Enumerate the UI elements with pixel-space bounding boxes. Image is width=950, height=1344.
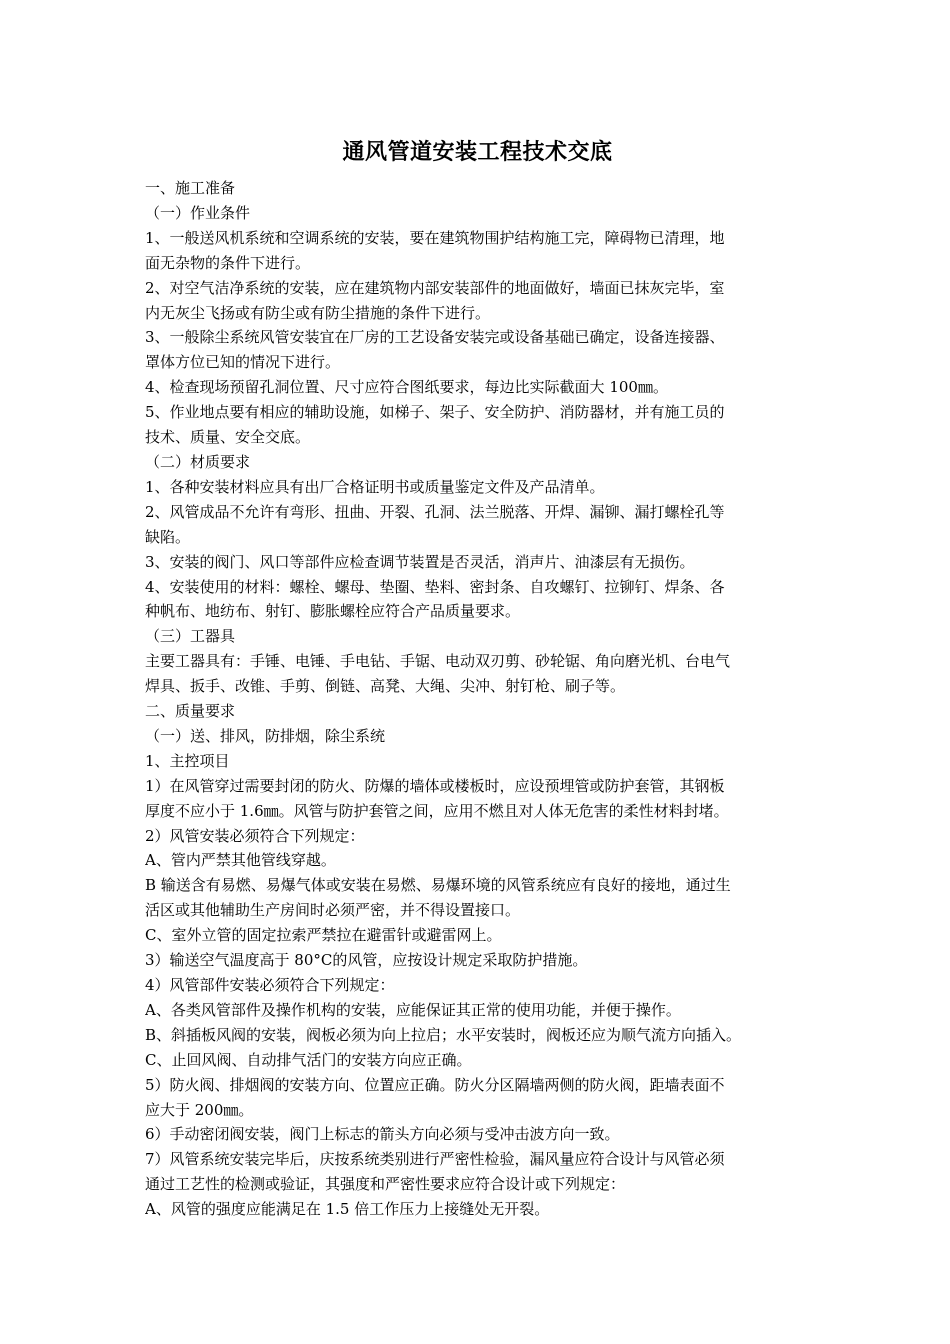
text-line: 缺陷。 xyxy=(145,527,191,546)
text-line: 2）风管安装必须符合下列规定： xyxy=(145,826,365,845)
text-line: A、管内严禁其他管线穿越。 xyxy=(145,851,336,870)
text-line: （一）作业条件 xyxy=(145,203,251,222)
text-line: 5、作业地点要有相应的辅助设施，如梯子、架子、安全防护、消防器材，并有施工员的 xyxy=(145,403,725,422)
text-line: 2、对空气洁净系统的安装，应在建筑物内部安装部件的地面做好，墙面已抹灰完毕，室 xyxy=(145,278,725,297)
text-line: 4、安装使用的材料：螺栓、螺母、垫圈、垫料、密封条、自攻螺钉、拉铆钉、焊条、各 xyxy=(145,577,725,596)
text-line: 主要工器具有：手锤、电锤、手电钻、手锯、电动双刃剪、砂轮锯、角向磨光机、台电气 xyxy=(145,652,731,671)
text-line: 4、检查现场预留孔洞位置、尺寸应符合图纸要求，每边比实际截面大 100㎜。 xyxy=(145,378,668,397)
text-line: （三）工器具 xyxy=(145,627,236,646)
text-line: 一、施工准备 xyxy=(145,179,236,197)
document-body xyxy=(145,176,810,1222)
text-line: 3、安装的阀门、风口等部件应检查调节装置是否灵活，消声片、油漆层有无损伤。 xyxy=(145,552,695,571)
text-line: 4）风管部件安装必须符合下列规定： xyxy=(145,976,395,994)
text-line: 3）输送空气温度高于 80°C的风管，应按设计规定采取防护措施。 xyxy=(145,951,588,970)
document-title: 通风管道安装工程技术交底 xyxy=(342,139,613,165)
text-line: 5）防火阀、排烟阀的安装方向、位置应正确。防火分区隔墙两侧的防火阀，距墙表面不 xyxy=(145,1075,725,1094)
text-line: 二、质量要求 xyxy=(145,702,236,721)
text-line: B、斜插板风阀的安装，阀板必须为向上拉启；水平安装时，阀板还应为顺气流方向插入。 xyxy=(145,1025,742,1044)
text-line: B 输送含有易燃、易爆气体或安装在易燃、易爆环境的风管系统应有良好的接地，通过生 xyxy=(145,876,731,895)
text-line: 内无灰尘飞扬或有防尘或有防尘措施的条件下进行。 xyxy=(145,303,491,322)
text-line: 通过工艺性的检测或验证，其强度和严密性要求应符合设计或下列规定： xyxy=(145,1175,626,1194)
text-line: C、室外立管的固定拉索严禁拉在避雷针或避雷网上。 xyxy=(145,926,502,945)
text-line: C、止回风阀、自动排气活门的安装方向应正确。 xyxy=(145,1050,472,1069)
text-line: 2、风管成品不允许有弯形、扭曲、开裂、孔洞、法兰脱落、开焊、漏铆、漏打螺栓孔等 xyxy=(145,502,725,521)
text-line: A、风管的强度应能满足在 1.5 倍工作压力上接缝处无开裂。 xyxy=(145,1200,550,1219)
text-line: 面无杂物的条件下进行。 xyxy=(145,253,311,272)
text-line: （二）材质要求 xyxy=(145,452,251,471)
text-line: 3、一般除尘系统风管安装宜在厂房的工艺设备安装完或设备基础已确定，设备连接器、 xyxy=(145,328,725,347)
text-line: 焊具、扳手、改锥、手剪、倒链、高凳、大绳、尖冲、射钉枪、刷子等。 xyxy=(145,677,626,696)
text-line: 7）风管系统安装完毕后，庆按系统类别进行严密性检验，漏风量应符合设计与风管必须 xyxy=(145,1150,725,1169)
text-line: 1）在风管穿过需要封闭的防火、防爆的墙体或楼板时，应设预埋管或防护套管，其钢板 xyxy=(145,776,725,795)
document-page xyxy=(145,134,810,1222)
text-line: A、各类风管部件及操作机构的安装，应能保证其正常的使用功能，并便于操作。 xyxy=(145,1000,681,1019)
text-line: 技术、质量、安全交底。 xyxy=(145,428,311,447)
text-line: （一）送、排风，防排烟，除尘系统 xyxy=(145,726,386,745)
text-line: 1、一般送风机系统和空调系统的安装，要在建筑物围护结构施工完，障碍物已清理，地 xyxy=(145,228,725,247)
text-line: 种帆布、地纺布、射钉、膨胀螺栓应符合产品质量要求。 xyxy=(145,602,521,621)
text-line: 厚度不应小于 1.6㎜。风管与防护套管之间，应用不燃且对人体无危害的柔性材料封堵。 xyxy=(145,801,729,820)
text-line: 1、主控项目 xyxy=(145,751,230,770)
text-line: 罩体方位已知的情况下进行。 xyxy=(145,353,341,372)
text-line: 6）手动密闭阀安装，阀门上标志的箭头方向必须与受冲击波方向一致。 xyxy=(145,1125,620,1144)
text-line: 应大于 200㎜。 xyxy=(145,1100,254,1119)
text-line: 活区或其他辅助生产房间时必须严密，并不得设置接口。 xyxy=(145,901,521,920)
text-line: 1、各种安装材料应具有出厂合格证明书或质量鉴定文件及产品清单。 xyxy=(145,477,605,496)
